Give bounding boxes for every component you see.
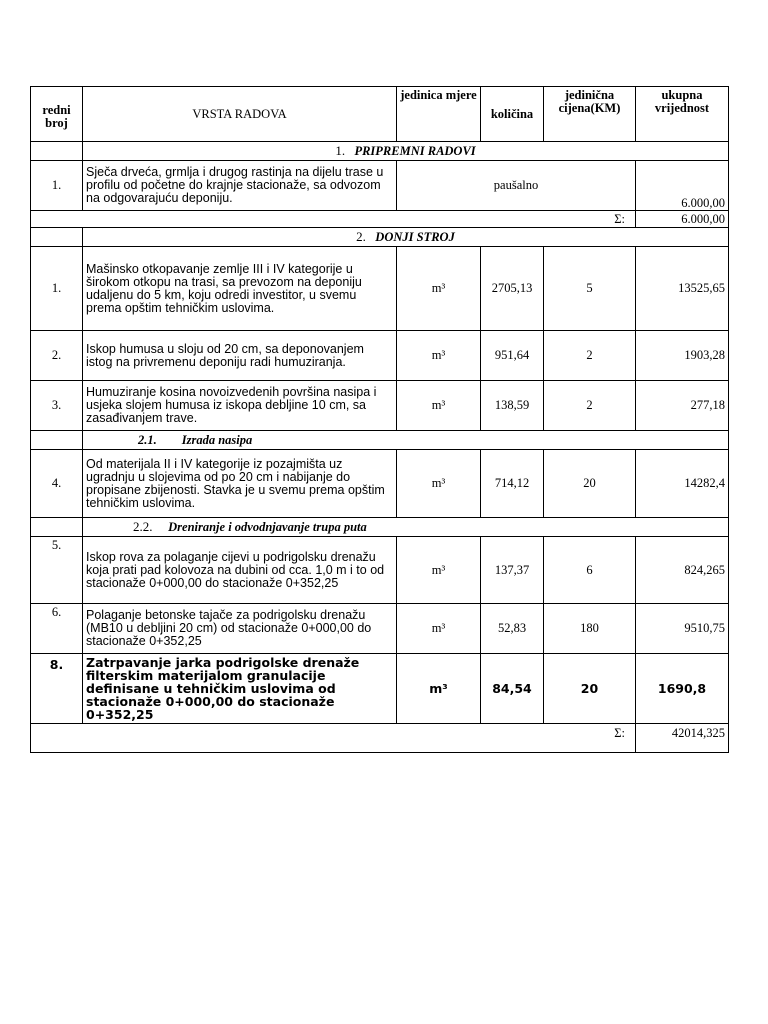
col-header-price: jedinična cijena(KM) bbox=[544, 87, 636, 142]
item-total: 6.000,00 bbox=[636, 161, 729, 211]
section-label: Izrada nasipa bbox=[181, 432, 253, 447]
item-number: 5. bbox=[31, 537, 83, 604]
item-unit-price: 20 bbox=[544, 654, 636, 724]
bill-of-quantities-table bbox=[30, 86, 729, 753]
item-total: 1903,28 bbox=[636, 331, 729, 381]
item-quantity: 714,12 bbox=[481, 450, 544, 518]
item-unit: m³ bbox=[397, 537, 481, 604]
item-total: 14282,4 bbox=[636, 450, 729, 518]
item-unit: m³ bbox=[397, 450, 481, 518]
item-unit-price: 6 bbox=[544, 537, 636, 604]
item-quantity: 84,54 bbox=[481, 654, 544, 724]
item-unit-price: 2 bbox=[544, 331, 636, 381]
item-total: 1690,8 bbox=[636, 654, 729, 724]
table-row bbox=[31, 247, 729, 331]
total-label: Σ: bbox=[31, 724, 636, 753]
item-unit-price: 20 bbox=[544, 450, 636, 518]
item-number: 3. bbox=[31, 381, 83, 431]
col-header-work: VRSTA RADOVA bbox=[83, 87, 397, 142]
item-unit: m³ bbox=[397, 331, 481, 381]
section-title bbox=[83, 228, 729, 247]
section-number: 2.1. bbox=[138, 432, 157, 447]
subtotal-row bbox=[31, 211, 729, 228]
table-row bbox=[31, 537, 729, 604]
item-description: Iskop rova za polaganje cijevi u podrigolsku drenažu koja prati pad kolovoza na dubini od cca. 1,0 m i to od stacionaže 0+000,00 do stacionaže 0+352,25 bbox=[83, 537, 397, 604]
item-number: 4. bbox=[31, 450, 83, 518]
col-header-no: redni broj bbox=[31, 87, 83, 142]
item-total: 9510,75 bbox=[636, 604, 729, 654]
col-header-total: ukupna vrijednost bbox=[636, 87, 729, 142]
item-total: 13525,65 bbox=[636, 247, 729, 331]
total-value: 42014,325 bbox=[636, 724, 729, 753]
item-unit-price: 180 bbox=[544, 604, 636, 654]
section-row bbox=[31, 142, 729, 161]
item-description: Mašinsko otkopavanje zemlje III i IV kategorije u širokom otkopu na trasi, sa prevozom na deponiju udaljenu do 5 km, koju odredi investitor, u svemu prema opštim tehničkim uslovima. bbox=[83, 247, 397, 331]
table-row bbox=[31, 381, 729, 431]
table-row bbox=[31, 450, 729, 518]
item-unit: m³ bbox=[397, 381, 481, 431]
item-description: Sječa drveća, grmlja i drugog rastinja na dijelu trase u profilu od početne do krajnje stacionaže, sa odvozom na odgovarajuću deponiju. bbox=[83, 161, 397, 211]
item-quantity: 2705,13 bbox=[481, 247, 544, 331]
subtotal-value: 6.000,00 bbox=[636, 211, 729, 228]
item-unit-price: 2 bbox=[544, 381, 636, 431]
item-lump-sum: paušalno bbox=[397, 161, 636, 211]
item-number: 1. bbox=[31, 161, 83, 211]
section-number: 1. bbox=[335, 143, 346, 158]
item-description: Humuziranje kosina novoizvedenih površina nasipa i usjeka slojem humusa iz iskopa debljine 10 cm, sa zasađivanjem trave. bbox=[83, 381, 397, 431]
item-unit: m³ bbox=[397, 654, 481, 724]
subtotal-label: Σ: bbox=[31, 211, 636, 228]
section-label: PRIPREMNI RADOVI bbox=[354, 144, 476, 158]
total-row bbox=[31, 724, 729, 753]
item-description: Zatrpavanje jarka podrigolske drenaže filterskim materijalom granulacije definisane u tehničkim uslovima od stacionaže 0+000,00 do stacionaže 0+352,25 bbox=[83, 654, 397, 724]
section-number: 2. bbox=[356, 229, 366, 244]
section-title bbox=[83, 431, 729, 450]
item-number: 6. bbox=[31, 604, 83, 654]
item-quantity: 137,37 bbox=[481, 537, 544, 604]
table-row bbox=[31, 604, 729, 654]
item-quantity: 52,83 bbox=[481, 604, 544, 654]
table-row bbox=[31, 331, 729, 381]
item-number: 8. bbox=[31, 654, 83, 724]
item-unit-price: 5 bbox=[544, 247, 636, 331]
table-header-row bbox=[31, 87, 729, 142]
table-row bbox=[31, 161, 729, 211]
item-description: Od materijala II i IV kategorije iz pozajmišta uz ugradnju u slojevima od po 20 cm i nabijanje do propisane zbijenosti. Stavka je u svemu prema opštim tehničkim uslovima. bbox=[83, 450, 397, 518]
table-row bbox=[31, 654, 729, 724]
item-unit: m³ bbox=[397, 604, 481, 654]
item-description: Polaganje betonske tajače za podrigolsku drenažu (MB10 u debljini 20 cm) od stacionaže 0+000,00 do stacionaže 0+352,25 bbox=[83, 604, 397, 654]
item-quantity: 138,59 bbox=[481, 381, 544, 431]
item-total: 824,265 bbox=[636, 537, 729, 604]
section-label: Dreniranje i odvodnjavanje trupa puta bbox=[168, 520, 367, 534]
section-title bbox=[83, 518, 729, 537]
item-description: Iskop humusa u sloju od 20 cm, sa deponovanjem istog na privremenu deponiju radi humuziranja. bbox=[83, 331, 397, 381]
item-unit: m³ bbox=[397, 247, 481, 331]
item-number: 1. bbox=[31, 247, 83, 331]
section-row bbox=[31, 228, 729, 247]
section-title bbox=[83, 142, 729, 161]
section-label: DONJI STROJ bbox=[375, 230, 455, 244]
item-number: 2. bbox=[31, 331, 83, 381]
item-total: 277,18 bbox=[636, 381, 729, 431]
section-row bbox=[31, 518, 729, 537]
item-quantity: 951,64 bbox=[481, 331, 544, 381]
section-number: 2.2. bbox=[133, 519, 153, 534]
section-row bbox=[31, 431, 729, 450]
col-header-unit: jedinica mjere bbox=[397, 87, 481, 142]
col-header-qty: količina bbox=[481, 87, 544, 142]
